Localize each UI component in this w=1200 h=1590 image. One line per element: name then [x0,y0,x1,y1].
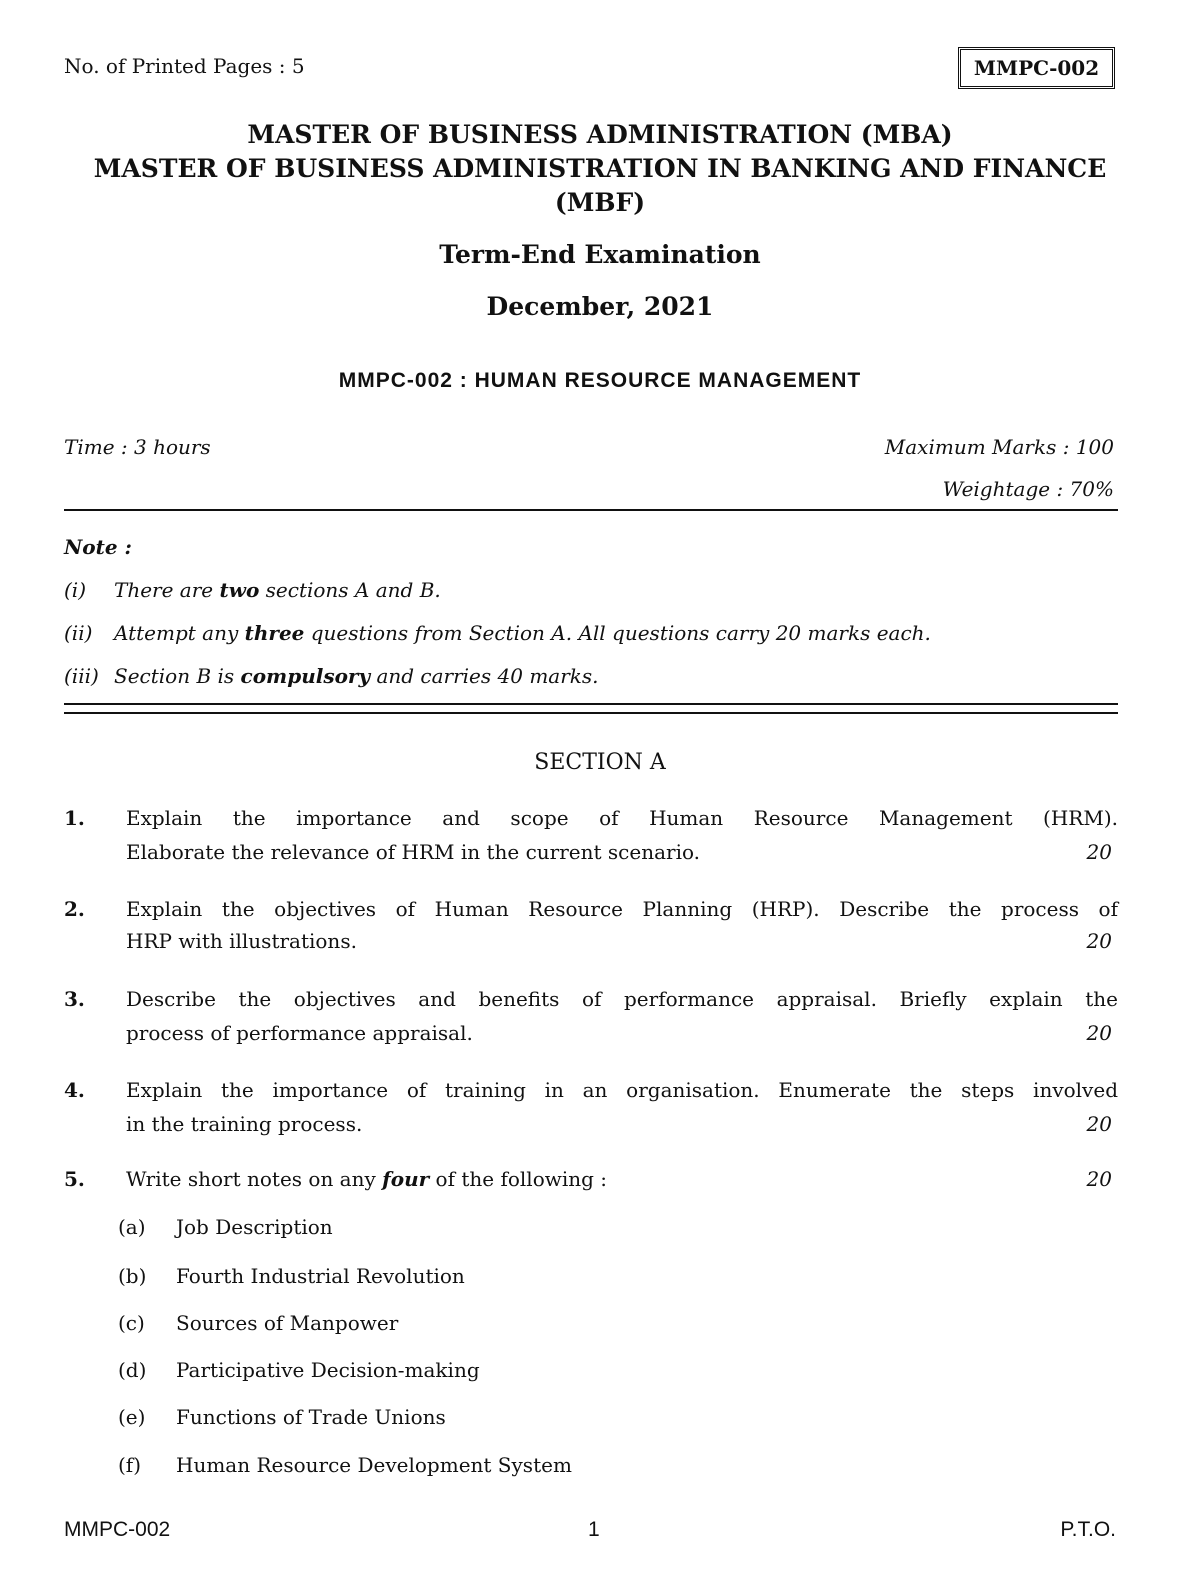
note-item-emphasis: three [244,621,305,645]
sub-item [118,1453,572,1477]
question-text-line: Explain the objectives of Human Resource Planning (HRP). Describe the process of [126,897,1118,921]
exam-date: December, 2021 [486,292,714,321]
note-item [64,621,931,645]
programme-title-mbf-abbrev: (MBF) [554,188,646,217]
footer-page-number: 1 [588,1518,600,1541]
question-4 [64,1078,1118,1142]
question-text-line: Explain the importance and scope of Human Resource Management (HRM). [126,806,1118,830]
question-text-line [126,1167,1118,1191]
question-5 [64,1167,1118,1197]
note-item-emphasis: compulsory [240,664,371,688]
footer-course-code: MMPC-002 [64,1518,171,1541]
footer-pto: P.T.O. [1060,1518,1116,1541]
note-item-emphasis: two [219,578,260,602]
question-text-line: Describe the objectives and benefits of performance appraisal. Briefly explain the [126,987,1118,1011]
question-text-line: in the training process. [126,1112,363,1136]
question-number: 1. [64,806,85,830]
note-item-text: Section B is [114,664,241,688]
divider-double-lower [64,712,1118,714]
question-number: 5. [64,1167,85,1191]
course-code-box: MMPC-002 [958,47,1115,89]
question-text-line: Explain the importance of training in an organisation. Enumerate the steps involved [126,1078,1118,1102]
sub-item-label: (f) [118,1453,142,1477]
sub-item-text: Sources of Manpower [176,1311,399,1335]
sub-item [118,1358,480,1382]
sub-item-label: (e) [118,1405,146,1429]
note-item-number: (iii) [64,664,99,688]
divider-double-upper [64,703,1118,705]
programme-title-mba: MASTER OF BUSINESS ADMINISTRATION (MBA) [247,120,953,149]
question-marks: 20 [1086,840,1112,864]
sub-item-label: (d) [118,1358,147,1382]
exam-time: Time : 3 hours [64,435,211,459]
question-text: of the following : [429,1167,608,1191]
question-3 [64,987,1118,1051]
question-text-line: HRP with illustrations. [126,929,357,953]
sub-item-label: (b) [118,1264,147,1288]
sub-item [118,1311,398,1335]
sub-item-label: (a) [118,1215,146,1239]
sub-item-text: Fourth Industrial Revolution [176,1264,465,1288]
question-2 [64,897,1118,961]
section-a-heading: SECTION A [534,750,666,775]
programme-title-mbf: MASTER OF BUSINESS ADMINISTRATION IN BANKING AND FINANCE [93,154,1107,183]
sub-item-text: Participative Decision-making [176,1358,480,1382]
question-number: 3. [64,987,85,1011]
sub-item [118,1215,333,1239]
weightage: Weightage : 70% [942,477,1114,501]
question-marks: 20 [1086,1167,1112,1191]
sub-item-label: (c) [118,1311,145,1335]
note-item-text: There are [114,578,220,602]
note-item-number: (i) [64,578,87,602]
note-item-text: and carries 40 marks. [370,664,599,688]
question-number: 4. [64,1078,85,1102]
sub-item-text: Human Resource Development System [176,1453,572,1477]
printed-pages-count: No. of Printed Pages : 5 [64,54,305,78]
note-item [64,664,599,688]
sub-item [118,1405,446,1429]
course-title: MMPC-002 : HUMAN RESOURCE MANAGEMENT [338,369,862,392]
question-marks: 20 [1086,1021,1112,1045]
note-item-number: (ii) [64,621,93,645]
sub-item [118,1264,465,1288]
note-item-text: questions from Section A. All questions carry 20 marks each. [304,621,931,645]
note-item [64,578,441,602]
question-text-line: Elaborate the relevance of HRM in the current scenario. [126,840,701,864]
question-number: 2. [64,897,85,921]
note-heading: Note : [64,535,132,559]
divider-top [64,509,1118,511]
exam-title: Term-End Examination [439,240,761,269]
note-item-text: Attempt any [114,621,245,645]
sub-item-text: Job Description [176,1215,333,1239]
note-item-text: sections A and B. [259,578,441,602]
question-marks: 20 [1086,929,1112,953]
sub-item-text: Functions of Trade Unions [176,1405,446,1429]
question-text-line: process of performance appraisal. [126,1021,473,1045]
question-marks: 20 [1086,1112,1112,1136]
question-text: Write short notes on any [126,1167,383,1191]
question-emphasis: four [382,1167,430,1191]
question-1 [64,806,1118,870]
maximum-marks: Maximum Marks : 100 [884,435,1114,459]
